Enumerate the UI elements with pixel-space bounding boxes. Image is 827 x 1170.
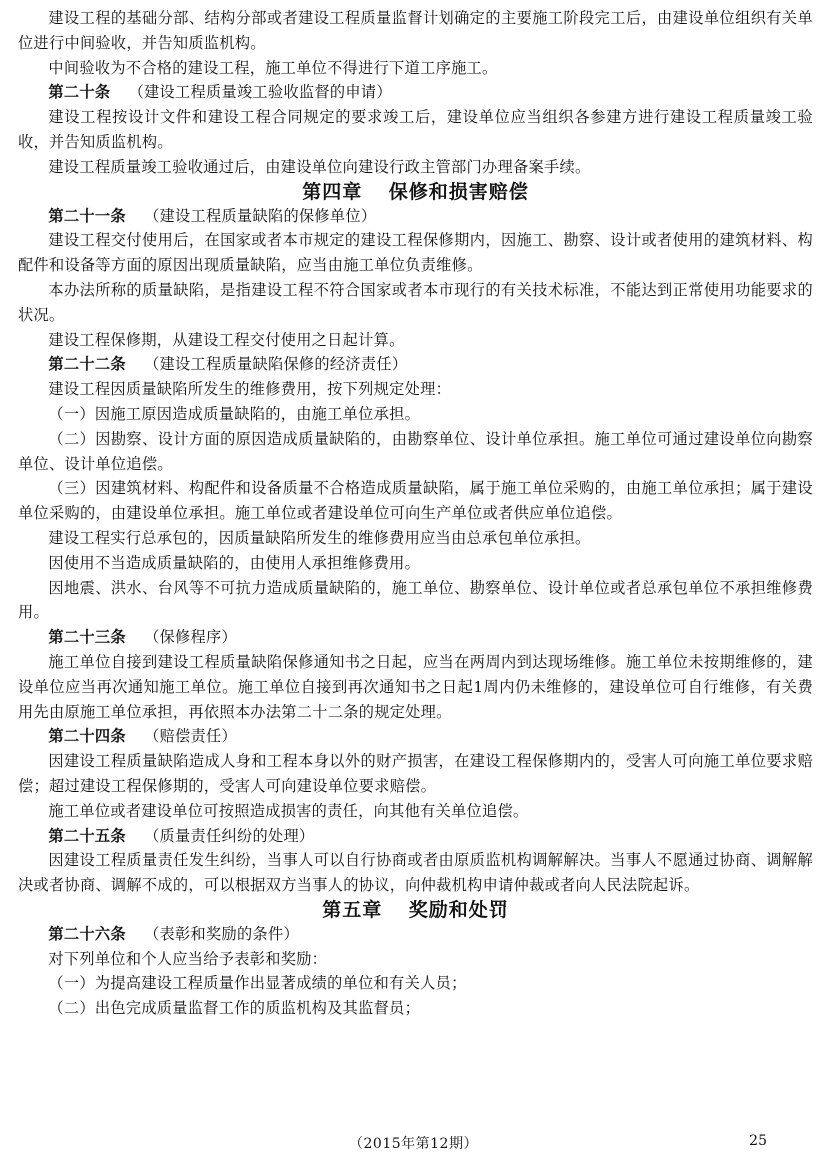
- paragraph: 建设工程保修期，从建设工程交付使用之日起计算。: [48, 330, 405, 349]
- paragraph: 建设工程交付使用后，在国家或者本市规定的建设工程保修期内，因施工、勘察、设计或者使用的建筑材料、构配件和设备等方面的原因出现质量缺陷，应当由施工单位负责维修。: [18, 231, 813, 275]
- paragraph: （一）因施工原因造成质量缺陷的，由施工单位承担。: [48, 404, 421, 423]
- paragraph: 对下列单位和个人应当给予表彰和奖励：: [48, 949, 328, 968]
- issue-label: （2015年第12期）: [349, 1136, 478, 1152]
- article-number: 第二十二条: [48, 355, 126, 374]
- article-title: （表彰和奖励的条件）: [144, 924, 299, 943]
- paragraph: 因使用不当造成质量缺陷的，由使用人承担维修费用。: [48, 553, 421, 572]
- paragraph: 施工单位自接到建设工程质量缺陷保修通知书之日起，应当在两周内到达现场维修。施工单位未按期维修的，建设单位应当再次通知施工单位。施工单位自接到再次通知书之日起1周内仍未维修的，建设单位可自行维修，有关费用先由原施工单位承担，再依照本办法第二十二条的规定处理。: [18, 652, 813, 721]
- paragraph: 建设工程按设计文件和建设工程合同规定的要求竣工后，建设单位应当组织各参建方进行建设工程质量竣工验收，并告知质监机构。: [18, 108, 813, 151]
- chapter-title: 保修和损害赔偿: [388, 180, 529, 203]
- article-number: 第二十六条: [48, 924, 126, 943]
- paragraph: 建设工程的基础分部、结构分部或者建设工程质量监督计划确定的主要施工阶段完工后，由建设单位组织有关单位进行中间验收，并告知质监机构。: [18, 9, 813, 52]
- paragraph: 建设工程实行总承包的，因质量缺陷所发生的维修费用应当由总承包单位承担。: [48, 528, 591, 547]
- article-title: （建设工程质量缺陷的保修单位）: [144, 206, 377, 225]
- article-title: （建设工程质量缺陷保修的经济责任）: [144, 355, 408, 374]
- article-title: （赔偿责任）: [144, 727, 237, 746]
- article-title: （质量责任纠纷的处理）: [144, 826, 315, 845]
- paragraph: 建设工程因质量缺陷所发生的维修费用，按下列规定处理：: [48, 380, 452, 399]
- paragraph: 因地震、洪水、台风等不可抗力造成质量缺陷的，施工单位、勘察单位、设计单位或者总承包单位不承担维修费用。: [18, 578, 813, 622]
- article-heading-20: [18, 80, 813, 105]
- page-footer: [0, 1133, 827, 1155]
- paragraph: （一）为提高建设工程质量作出显著成绩的单位和有关人员；: [48, 974, 467, 993]
- article-heading-23: [18, 625, 813, 650]
- article-title: （建设工程质量竣工验收监督的申请）: [128, 83, 392, 102]
- page-number: 25: [749, 1133, 767, 1149]
- article-number: 第二十一条: [48, 206, 126, 225]
- article-heading-25: [18, 824, 813, 849]
- article-number: 第二十三条: [48, 628, 126, 647]
- chapter-heading-5: [18, 898, 813, 922]
- paragraph: （二）出色完成质量监督工作的质监机构及其监督员；: [48, 999, 421, 1018]
- chapter-number: 第五章: [322, 898, 383, 921]
- page-content: [18, 6, 813, 1021]
- paragraph: 本办法所称的质量缺陷，是指建设工程不符合国家或者本市现行的有关技术标准，不能达到正常使用功能要求的状况。: [18, 280, 813, 324]
- paragraph: 建设工程质量竣工验收通过后，由建设单位向建设行政主管部门办理备案手续。: [48, 157, 591, 176]
- paragraph: （二）因勘察、设计方面的原因造成质量缺陷的，由勘察单位、设计单位承担。施工单位可通过建设单位向勘察单位、设计单位追偿。: [18, 429, 813, 473]
- article-heading-22: [18, 352, 813, 377]
- article-heading-21: [18, 204, 813, 229]
- article-number: 第二十条: [48, 83, 111, 102]
- article-title: （保修程序）: [144, 628, 237, 647]
- article-heading-26: [18, 922, 813, 947]
- paragraph: 因建设工程质量责任发生纠纷，当事人可以自行协商或者由原质监机构调解解决。当事人不愿通过协商、调解解决或者协商、调解不成的，可以根据双方当事人的协议，向仲裁机构申请仲裁或者向人民法院起诉。: [18, 851, 813, 895]
- paragraph: （三）因建筑材料、构配件和设备质量不合格造成质量缺陷，属于施工单位采购的，由施工单位承担；属于建设单位采购的，由建设单位承担。施工单位或者建设单位可向生产单位或者供应单位追偿。: [18, 479, 813, 523]
- article-heading-24: [18, 724, 813, 749]
- chapter-heading-4: [18, 180, 813, 204]
- article-number: 第二十五条: [48, 826, 126, 845]
- paragraph: 施工单位或者建设单位可按照造成损害的责任，向其他有关单位追偿。: [48, 801, 529, 820]
- chapter-number: 第四章: [302, 180, 363, 203]
- paragraph: 中间验收为不合格的建设工程，施工单位不得进行下道工序施工。: [48, 58, 498, 77]
- chapter-title: 奖励和处罚: [408, 898, 509, 921]
- article-number: 第二十四条: [48, 727, 126, 746]
- paragraph: 因建设工程质量缺陷造成人身和工程本身以外的财产损害，在建设工程保修期内的，受害人可向施工单位要求赔偿；超过建设工程保修期的，受害人可向建设单位要求赔偿。: [18, 752, 813, 795]
